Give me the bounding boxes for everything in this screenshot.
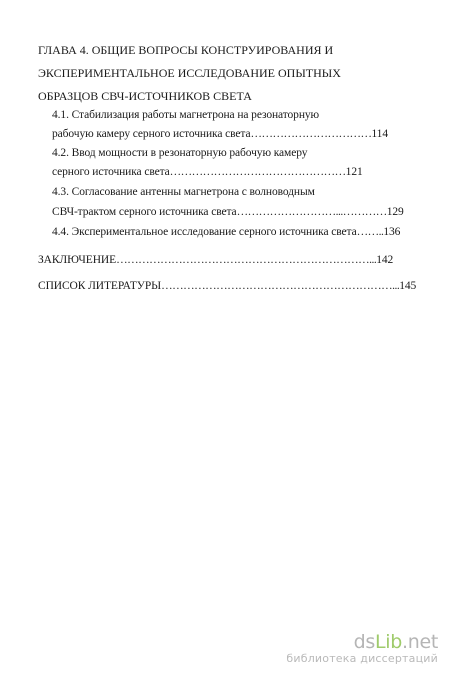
toc-leader-dots: …………………………… bbox=[250, 128, 372, 140]
toc-leader-dots: ………………………………………………………... bbox=[161, 280, 400, 292]
toc-entry-conclusion bbox=[38, 253, 393, 267]
watermark-logo-net: .net bbox=[401, 631, 438, 653]
watermark-logo bbox=[286, 632, 438, 652]
toc-leader-dots: ………………………………………… bbox=[169, 166, 346, 178]
toc-page-number: 114 bbox=[371, 128, 388, 140]
toc-page-number: 136 bbox=[383, 226, 401, 238]
chapter-title-line-2: ЭКСПЕРИМЕНТАЛЬНОЕ ИССЛЕДОВАНИЕ ОПЫТНЫХ bbox=[38, 66, 341, 80]
toc-page-number: 145 bbox=[399, 280, 417, 292]
toc-entry-4-2-line-1: 4.2. Ввод мощности в резонаторную рабочую камеру bbox=[52, 147, 308, 159]
toc-entry-4-1-line-1: 4.1. Стабилизация работы магнетрона на резонаторную bbox=[52, 109, 320, 121]
toc-entry-references bbox=[38, 279, 416, 293]
watermark-subtitle: библиотека диссертаций bbox=[286, 652, 438, 665]
toc-entry-conclusion-title: ЗАКЛЮЧЕНИЕ bbox=[38, 254, 117, 266]
toc-leader-dots: ……………………………………………………………... bbox=[116, 254, 377, 266]
watermark bbox=[286, 632, 438, 666]
toc-entry-4-1-line-2 bbox=[52, 127, 388, 141]
toc-leader-dots: ………………………...………… bbox=[236, 206, 387, 218]
toc-entry-4-4 bbox=[52, 225, 400, 239]
toc-entry-4-3-line-1: 4.3. Согласование антенны магнетрона с волноводным bbox=[52, 186, 315, 198]
toc-entry-4-4-title: 4.4. Экспериментальное исследование серного источника света bbox=[52, 226, 357, 238]
toc-leader-dots: …….. bbox=[356, 226, 384, 238]
toc-entry-4-3-line-2 bbox=[52, 205, 404, 219]
toc-page-number: 121 bbox=[345, 166, 363, 178]
chapter-title-line-3: ОБРАЗЦОВ СВЧ-ИСТОЧНИКОВ СВЕТА bbox=[38, 89, 252, 103]
toc-entry-4-2-title: серного источника света bbox=[52, 166, 170, 178]
toc-entry-4-1-title: рабочую камеру серного источника света bbox=[52, 128, 251, 140]
watermark-logo-lib: Lib bbox=[374, 631, 402, 653]
toc-entry-4-3-title: СВЧ-трактом серного источника света bbox=[52, 206, 237, 218]
watermark-logo-ds: ds bbox=[353, 631, 375, 653]
toc-page-number: 142 bbox=[376, 254, 394, 266]
chapter-title-line-1: ГЛАВА 4. ОБЩИЕ ВОПРОСЫ КОНСТРУИРОВАНИЯ И bbox=[38, 43, 334, 57]
toc-entry-4-2-line-2 bbox=[52, 165, 363, 179]
toc-page-number: 129 bbox=[386, 206, 404, 218]
toc-entry-references-title: СПИСОК ЛИТЕРАТУРЫ bbox=[38, 280, 162, 292]
